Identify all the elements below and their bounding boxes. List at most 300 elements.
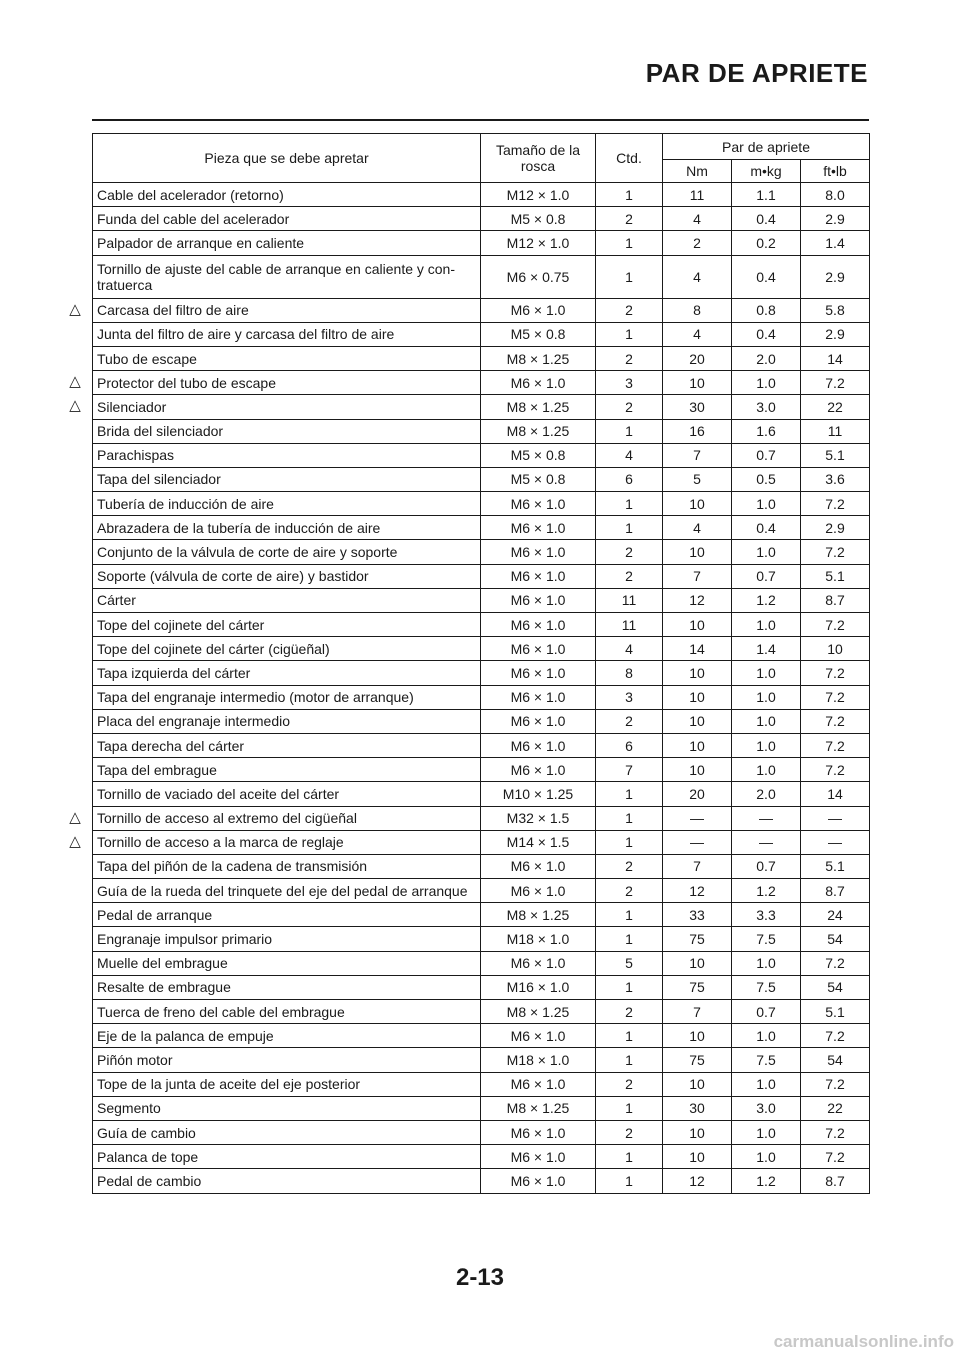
cell-thread: M8 × 1.25 (481, 346, 596, 370)
table-row (93, 733, 870, 757)
header-ftlb: ft•lb (801, 160, 870, 183)
cell-qty: 2 (596, 395, 663, 419)
table-row (93, 613, 870, 637)
cell-qty: 1 (596, 927, 663, 951)
cell-part: Engranaje impulsor primario (93, 927, 481, 951)
cell-ftlb: 7.2 (801, 733, 870, 757)
header-part: Pieza que se debe apretar (93, 134, 481, 183)
table-row (93, 443, 870, 467)
cell-ftlb: 7.2 (801, 685, 870, 709)
cell-mkg: 3.0 (732, 1096, 801, 1120)
cell-ftlb: 8.7 (801, 1169, 870, 1193)
cell-qty: 1 (596, 1145, 663, 1169)
cell-qty: 8 (596, 661, 663, 685)
header-thread: Tamaño de la rosca (481, 134, 596, 183)
cell-ftlb: 2.9 (801, 516, 870, 540)
cell-nm: 7 (663, 1000, 732, 1024)
cell-thread: M16 × 1.0 (481, 975, 596, 999)
cell-ftlb: 5.1 (801, 443, 870, 467)
cell-part: Tope del cojinete del cárter (93, 613, 481, 637)
cell-thread: M6 × 1.0 (481, 879, 596, 903)
cell-nm: 8 (663, 298, 732, 322)
cell-part: Tapa del embrague (93, 758, 481, 782)
cell-mkg: 3.0 (732, 395, 801, 419)
cell-ftlb: 7.2 (801, 661, 870, 685)
cell-thread: M6 × 1.0 (481, 951, 596, 975)
warning-triangle-icon: △ (69, 373, 81, 390)
cell-part: Segmento (93, 1096, 481, 1120)
table-row (93, 183, 870, 207)
cell-ftlb: 8.7 (801, 588, 870, 612)
cell-part: Eje de la palanca de empuje (93, 1024, 481, 1048)
cell-nm: 10 (663, 661, 732, 685)
cell-nm: 10 (663, 1024, 732, 1048)
cell-qty: 1 (596, 322, 663, 346)
cell-thread: M6 × 1.0 (481, 1072, 596, 1096)
cell-mkg: 1.2 (732, 879, 801, 903)
cell-part: Brida del silenciador (93, 419, 481, 443)
torque-table-body (93, 183, 870, 1194)
cell-nm: 7 (663, 443, 732, 467)
cell-nm: 33 (663, 903, 732, 927)
cell-ftlb: 14 (801, 782, 870, 806)
table-row (93, 1024, 870, 1048)
cell-nm: 75 (663, 927, 732, 951)
cell-ftlb: 11 (801, 419, 870, 443)
table-row (93, 927, 870, 951)
cell-mkg: 1.4 (732, 637, 801, 661)
cell-thread: M6 × 1.0 (481, 1145, 596, 1169)
cell-part: Palanca de tope (93, 1145, 481, 1169)
warning-triangle-icon: △ (69, 397, 81, 414)
cell-nm: 10 (663, 733, 732, 757)
cell-qty: 6 (596, 733, 663, 757)
cell-thread: M6 × 1.0 (481, 588, 596, 612)
cell-nm: — (663, 830, 732, 854)
cell-mkg: 2.0 (732, 346, 801, 370)
header-nm: Nm (663, 160, 732, 183)
table-row (93, 255, 870, 298)
cell-ftlb: 2.9 (801, 207, 870, 231)
cell-mkg: 7.5 (732, 927, 801, 951)
cell-part: Silenciador (93, 395, 481, 419)
cell-part: Funda del cable del acelerador (93, 207, 481, 231)
table-row (93, 661, 870, 685)
cell-nm: 4 (663, 207, 732, 231)
cell-mkg: 0.7 (732, 564, 801, 588)
cell-thread: M6 × 1.0 (481, 758, 596, 782)
cell-nm: 2 (663, 231, 732, 255)
cell-ftlb: 22 (801, 1096, 870, 1120)
cell-qty: 1 (596, 903, 663, 927)
cell-thread: M6 × 1.0 (481, 492, 596, 516)
cell-part: Muelle del embrague (93, 951, 481, 975)
cell-part: Protector del tubo de escape (93, 371, 481, 395)
cell-thread: M6 × 1.0 (481, 1169, 596, 1193)
cell-thread: M6 × 1.0 (481, 371, 596, 395)
cell-mkg: 0.7 (732, 854, 801, 878)
cell-ftlb: 8.0 (801, 183, 870, 207)
cell-qty: 1 (596, 419, 663, 443)
cell-nm: 75 (663, 1048, 732, 1072)
cell-nm: — (663, 806, 732, 830)
cell-qty: 2 (596, 1000, 663, 1024)
cell-ftlb: 7.2 (801, 758, 870, 782)
cell-mkg: 1.6 (732, 419, 801, 443)
table-row (93, 1096, 870, 1120)
cell-part: Tope del cojinete del cárter (cigüeñal) (93, 637, 481, 661)
cell-thread: M6 × 1.0 (481, 733, 596, 757)
cell-qty: 2 (596, 1120, 663, 1144)
cell-mkg: 0.8 (732, 298, 801, 322)
cell-nm: 10 (663, 1072, 732, 1096)
cell-mkg: 1.0 (732, 1072, 801, 1096)
cell-part: Tapa izquierda del cárter (93, 661, 481, 685)
cell-nm: 4 (663, 322, 732, 346)
table-row (93, 346, 870, 370)
title-rule (92, 119, 869, 121)
cell-qty: 2 (596, 540, 663, 564)
cell-nm: 5 (663, 467, 732, 491)
cell-nm: 10 (663, 492, 732, 516)
cell-qty: 2 (596, 1072, 663, 1096)
cell-ftlb: — (801, 830, 870, 854)
table-row (93, 298, 870, 322)
cell-ftlb: 7.2 (801, 1024, 870, 1048)
cell-qty: 7 (596, 758, 663, 782)
warning-triangle-icon: △ (69, 301, 81, 318)
cell-part: Pedal de arranque (93, 903, 481, 927)
cell-mkg: 7.5 (732, 975, 801, 999)
table-row (93, 1120, 870, 1144)
cell-ftlb: 3.6 (801, 467, 870, 491)
cell-qty: 4 (596, 443, 663, 467)
cell-ftlb: 22 (801, 395, 870, 419)
table-row (93, 951, 870, 975)
cell-qty: 3 (596, 371, 663, 395)
cell-ftlb: 10 (801, 637, 870, 661)
cell-part: Placa del engranaje intermedio (93, 709, 481, 733)
cell-mkg: 0.7 (732, 1000, 801, 1024)
cell-thread: M14 × 1.5 (481, 830, 596, 854)
cell-mkg: 0.4 (732, 516, 801, 540)
cell-thread: M12 × 1.0 (481, 183, 596, 207)
cell-part: Guía de cambio (93, 1120, 481, 1144)
cell-qty: 1 (596, 1169, 663, 1193)
cell-nm: 7 (663, 854, 732, 878)
cell-nm: 10 (663, 758, 732, 782)
cell-nm: 12 (663, 1169, 732, 1193)
cell-part: Junta del filtro de aire y carcasa del filtro de aire (93, 322, 481, 346)
cell-qty: 1 (596, 255, 663, 298)
cell-nm: 10 (663, 371, 732, 395)
cell-qty: 2 (596, 854, 663, 878)
cell-ftlb: 5.1 (801, 1000, 870, 1024)
cell-ftlb: 7.2 (801, 1120, 870, 1144)
cell-qty: 1 (596, 1096, 663, 1120)
cell-part: Tope de la junta de aceite del eje posterior (93, 1072, 481, 1096)
page-title: PAR DE APRIETE (645, 58, 868, 88)
cell-mkg: 3.3 (732, 903, 801, 927)
cell-ftlb: 7.2 (801, 613, 870, 637)
cell-qty: 1 (596, 975, 663, 999)
cell-ftlb: 2.9 (801, 322, 870, 346)
cell-thread: M5 × 0.8 (481, 207, 596, 231)
cell-ftlb: 5.1 (801, 854, 870, 878)
cell-nm: 10 (663, 1145, 732, 1169)
cell-thread: M5 × 0.8 (481, 443, 596, 467)
cell-thread: M6 × 1.0 (481, 1120, 596, 1144)
cell-part: Conjunto de la válvula de corte de aire y soporte (93, 540, 481, 564)
cell-mkg: 1.0 (732, 371, 801, 395)
table-row (93, 467, 870, 491)
cell-mkg: 1.0 (732, 951, 801, 975)
cell-mkg: 1.0 (732, 1145, 801, 1169)
cell-thread: M6 × 1.0 (481, 854, 596, 878)
cell-thread: M6 × 1.0 (481, 298, 596, 322)
cell-part: Guía de la rueda del trinquete del eje del pedal de arranque (93, 879, 481, 903)
table-row (93, 782, 870, 806)
cell-mkg: 0.4 (732, 207, 801, 231)
cell-qty: 2 (596, 879, 663, 903)
cell-qty: 5 (596, 951, 663, 975)
cell-ftlb: 1.4 (801, 231, 870, 255)
cell-mkg: 1.1 (732, 183, 801, 207)
cell-nm: 4 (663, 516, 732, 540)
cell-qty: 6 (596, 467, 663, 491)
cell-nm: 10 (663, 685, 732, 709)
cell-part: Resalte de embrague (93, 975, 481, 999)
cell-qty: 11 (596, 588, 663, 612)
cell-qty: 11 (596, 613, 663, 637)
cell-part: Tornillo de vaciado del aceite del cárter (93, 782, 481, 806)
cell-thread: M6 × 1.0 (481, 685, 596, 709)
cell-thread: M8 × 1.25 (481, 1096, 596, 1120)
cell-ftlb: — (801, 806, 870, 830)
cell-part: Tapa del piñón de la cadena de transmisión (93, 854, 481, 878)
table-row (93, 637, 870, 661)
cell-mkg: 0.7 (732, 443, 801, 467)
cell-part: Tornillo de acceso al extremo del cigüeñal (93, 806, 481, 830)
cell-nm: 11 (663, 183, 732, 207)
cell-qty: 1 (596, 782, 663, 806)
cell-qty: 1 (596, 1048, 663, 1072)
cell-ftlb: 54 (801, 927, 870, 951)
cell-thread: M6 × 1.0 (481, 709, 596, 733)
cell-part: Tubería de inducción de aire (93, 492, 481, 516)
cell-part: Carcasa del filtro de aire (93, 298, 481, 322)
cell-part: Cable del acelerador (retorno) (93, 183, 481, 207)
cell-mkg: 1.0 (732, 613, 801, 637)
cell-thread: M5 × 0.8 (481, 467, 596, 491)
cell-nm: 16 (663, 419, 732, 443)
cell-mkg: 1.0 (732, 758, 801, 782)
cell-mkg: 7.5 (732, 1048, 801, 1072)
cell-part: Tornillo de acceso a la marca de reglaje (93, 830, 481, 854)
table-row (93, 1072, 870, 1096)
cell-qty: 1 (596, 806, 663, 830)
cell-thread: M12 × 1.0 (481, 231, 596, 255)
cell-nm: 14 (663, 637, 732, 661)
table-row (93, 322, 870, 346)
cell-ftlb: 14 (801, 346, 870, 370)
table-row (93, 1169, 870, 1193)
table-row (93, 231, 870, 255)
cell-thread: M18 × 1.0 (481, 927, 596, 951)
cell-qty: 2 (596, 709, 663, 733)
header-torque: Par de apriete (663, 134, 870, 160)
cell-qty: 2 (596, 298, 663, 322)
cell-thread: M8 × 1.25 (481, 903, 596, 927)
cell-ftlb: 54 (801, 975, 870, 999)
cell-ftlb: 5.1 (801, 564, 870, 588)
cell-thread: M8 × 1.25 (481, 1000, 596, 1024)
cell-ftlb: 7.2 (801, 1072, 870, 1096)
cell-nm: 10 (663, 540, 732, 564)
watermark: carmanualsonline.info (773, 1332, 954, 1351)
cell-thread: M10 × 1.25 (481, 782, 596, 806)
cell-qty: 1 (596, 516, 663, 540)
cell-mkg: 1.0 (732, 1120, 801, 1144)
cell-thread: M32 × 1.5 (481, 806, 596, 830)
cell-mkg: 1.0 (732, 661, 801, 685)
cell-qty: 1 (596, 830, 663, 854)
table-row (93, 419, 870, 443)
cell-ftlb: 24 (801, 903, 870, 927)
cell-mkg: — (732, 806, 801, 830)
cell-part: Cárter (93, 588, 481, 612)
cell-qty: 3 (596, 685, 663, 709)
cell-mkg: 1.0 (732, 685, 801, 709)
cell-mkg: 2.0 (732, 782, 801, 806)
cell-qty: 1 (596, 183, 663, 207)
warning-triangle-icon: △ (69, 809, 81, 826)
cell-part: Pedal de cambio (93, 1169, 481, 1193)
cell-mkg: 0.2 (732, 231, 801, 255)
cell-thread: M6 × 1.0 (481, 661, 596, 685)
page-number: 2-13 (455, 1264, 505, 1291)
cell-part: Parachispas (93, 443, 481, 467)
cell-mkg: 1.0 (732, 1024, 801, 1048)
table-row (93, 854, 870, 878)
cell-part: Abrazadera de la tubería de inducción de aire (93, 516, 481, 540)
cell-thread: M6 × 1.0 (481, 637, 596, 661)
cell-ftlb: 7.2 (801, 371, 870, 395)
table-row (93, 1145, 870, 1169)
cell-part: Tornillo de ajuste del cable de arranque en caliente y con-tratuerca (93, 255, 481, 298)
table-row (93, 371, 870, 395)
cell-ftlb: 7.2 (801, 709, 870, 733)
table-row (93, 975, 870, 999)
cell-part: Soporte (válvula de corte de aire) y bastidor (93, 564, 481, 588)
table-row (93, 830, 870, 854)
cell-ftlb: 5.8 (801, 298, 870, 322)
cell-nm: 10 (663, 951, 732, 975)
cell-thread: M6 × 1.0 (481, 564, 596, 588)
header-qty: Ctd. (596, 134, 663, 183)
cell-qty: 4 (596, 637, 663, 661)
cell-thread: M6 × 0.75 (481, 255, 596, 298)
cell-nm: 7 (663, 564, 732, 588)
cell-part: Tubo de escape (93, 346, 481, 370)
header-mkg: m•kg (732, 160, 801, 183)
torque-table (92, 133, 870, 1194)
table-row (93, 709, 870, 733)
cell-mkg: 0.5 (732, 467, 801, 491)
table-row (93, 540, 870, 564)
cell-part: Tuerca de freno del cable del embrague (93, 1000, 481, 1024)
cell-ftlb: 8.7 (801, 879, 870, 903)
cell-qty: 2 (596, 346, 663, 370)
cell-mkg: 1.0 (732, 540, 801, 564)
cell-mkg: 1.0 (732, 709, 801, 733)
cell-thread: M6 × 1.0 (481, 540, 596, 564)
cell-thread: M6 × 1.0 (481, 516, 596, 540)
cell-nm: 4 (663, 255, 732, 298)
table-row (93, 903, 870, 927)
cell-part: Tapa derecha del cárter (93, 733, 481, 757)
cell-part: Palpador de arranque en caliente (93, 231, 481, 255)
table-row (93, 588, 870, 612)
cell-thread: M6 × 1.0 (481, 613, 596, 637)
cell-nm: 20 (663, 346, 732, 370)
table-row (93, 1048, 870, 1072)
cell-nm: 10 (663, 709, 732, 733)
cell-mkg: — (732, 830, 801, 854)
cell-part: Tapa del engranaje intermedio (motor de arranque) (93, 685, 481, 709)
table-row (93, 758, 870, 782)
cell-mkg: 1.0 (732, 733, 801, 757)
table-row (93, 395, 870, 419)
cell-mkg: 1.2 (732, 588, 801, 612)
table-row (93, 806, 870, 830)
cell-qty: 2 (596, 564, 663, 588)
cell-mkg: 0.4 (732, 322, 801, 346)
cell-thread: M18 × 1.0 (481, 1048, 596, 1072)
cell-nm: 10 (663, 1120, 732, 1144)
cell-qty: 1 (596, 492, 663, 516)
cell-qty: 1 (596, 231, 663, 255)
table-row (93, 564, 870, 588)
cell-qty: 2 (596, 207, 663, 231)
cell-thread: M6 × 1.0 (481, 1024, 596, 1048)
cell-nm: 12 (663, 588, 732, 612)
table-row (93, 207, 870, 231)
cell-nm: 10 (663, 613, 732, 637)
cell-part: Piñón motor (93, 1048, 481, 1072)
table-row (93, 685, 870, 709)
cell-nm: 30 (663, 1096, 732, 1120)
cell-ftlb: 7.2 (801, 540, 870, 564)
cell-nm: 12 (663, 879, 732, 903)
cell-ftlb: 7.2 (801, 1145, 870, 1169)
table-row (93, 1000, 870, 1024)
cell-nm: 30 (663, 395, 732, 419)
cell-thread: M5 × 0.8 (481, 322, 596, 346)
cell-ftlb: 7.2 (801, 492, 870, 516)
cell-thread: M8 × 1.25 (481, 395, 596, 419)
table-row (93, 492, 870, 516)
cell-mkg: 0.4 (732, 255, 801, 298)
table-row (93, 879, 870, 903)
cell-ftlb: 2.9 (801, 255, 870, 298)
cell-nm: 20 (663, 782, 732, 806)
cell-part: Tapa del silenciador (93, 467, 481, 491)
cell-qty: 1 (596, 1024, 663, 1048)
cell-ftlb: 54 (801, 1048, 870, 1072)
cell-thread: M8 × 1.25 (481, 419, 596, 443)
cell-mkg: 1.2 (732, 1169, 801, 1193)
